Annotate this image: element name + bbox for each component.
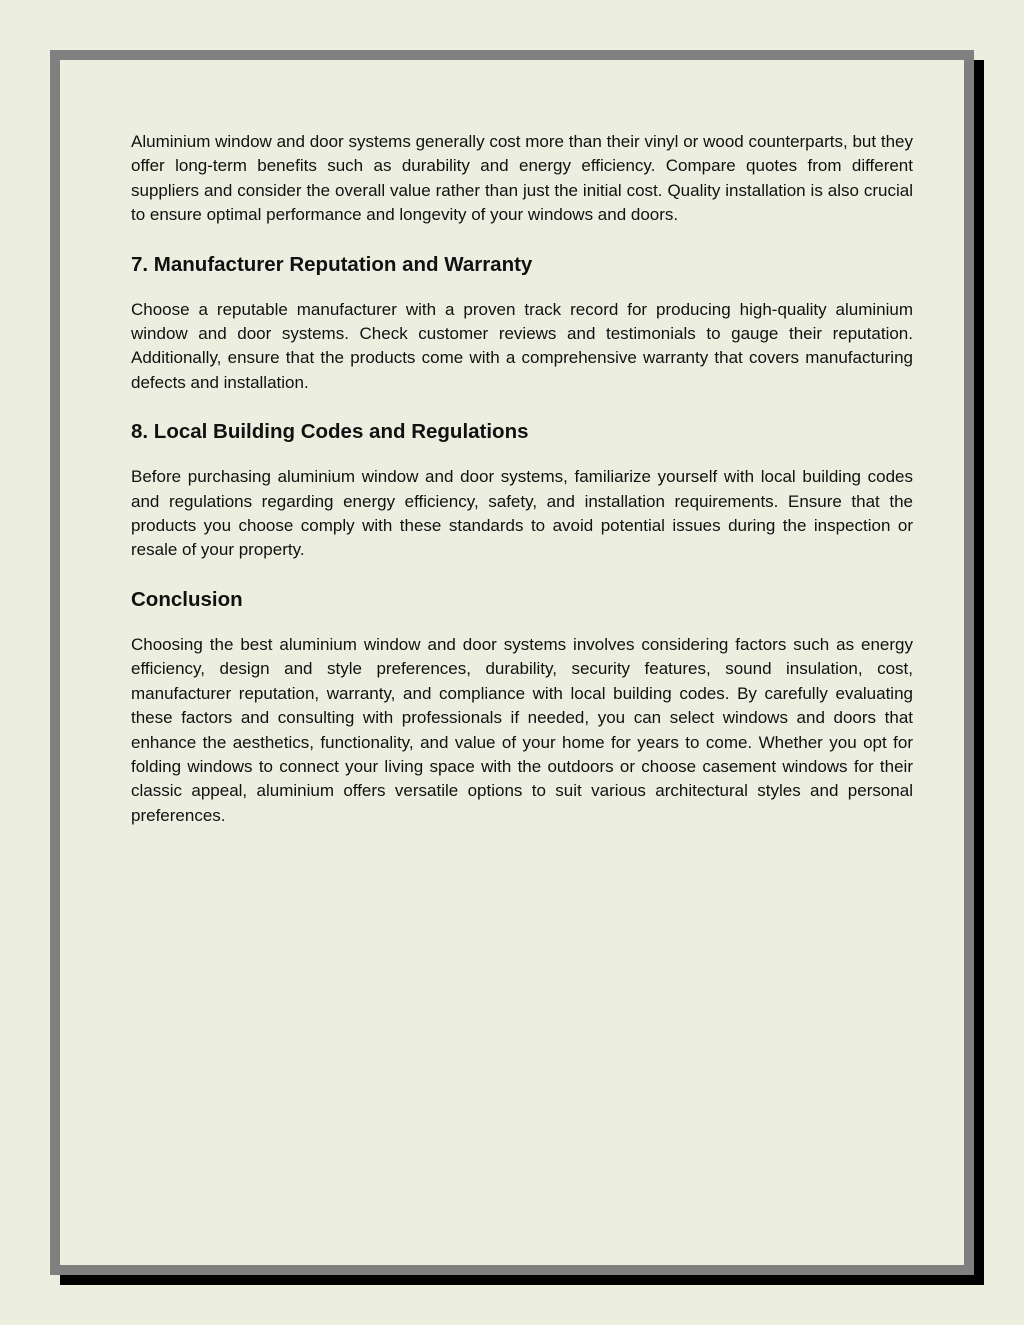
section-body-manufacturer-reputation: Choose a reputable manufacturer with a proven track record for producing high-quality aluminium window and door systems. Check customer reviews and testimonials to gauge their reputation. Additionally, ensure that the products come with a comprehensive warranty that covers manufacturing defects and installation.	[131, 299, 913, 392]
intro-paragraph: Aluminium window and door systems generally cost more than their vinyl or wood counterparts, but they offer long-term benefits such as durability and energy efficiency. Compare quotes from different suppliers and consider the overall value rather than just the initial cost. Quality installation is also crucial to ensure optimal performance and longevity of your windows and doors.	[131, 132, 913, 225]
page-frame	[50, 50, 974, 1275]
section-heading-manufacturer-reputation: 7. Manufacturer Reputation and Warranty	[131, 252, 533, 276]
document-content	[131, 130, 913, 852]
section-heading-building-codes: 8. Local Building Codes and Regulations	[131, 420, 529, 444]
section-body-building-codes: Before purchasing aluminium window and door systems, familiarize yourself with local building codes and regulations regarding energy efficiency, safety, and installation requirements. Ensure that the products you choose comply with these standards to avoid potential issues during the inspection or resale of your property.	[131, 467, 913, 560]
section-body-conclusion: Choosing the best aluminium window and door systems involves considering factors such as energy efficiency, design and style preferences, durability, security features, sound insulation, cost, manufacturer reputation, warranty, and compliance with local building codes. By carefully evaluating these factors and consulting with professionals if needed, you can select windows and doors that enhance the aesthetics, functionality, and value of your home for years to come. Whether you opt for folding windows to connect your living space with the outdoors or choose casement windows for their classic appeal, aluminium offers versatile options to suit various architectural styles and personal preferences.	[131, 634, 913, 825]
section-heading-conclusion: Conclusion	[131, 587, 243, 611]
